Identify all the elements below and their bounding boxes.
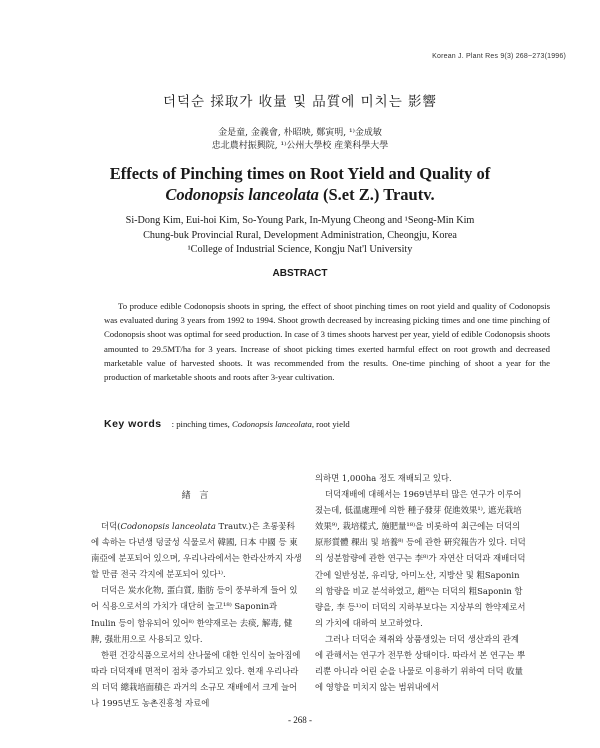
left-paragraph-3: 한편 건강식품으로서의 산나물에 대한 인식이 높아짐에 따라 더덕재배 면적이 점차 증가되고 있다. 현재 우리나라의 더덕 總栽培面積은 과거의 소규모 재배에서 크게 늘어나 1995년도 농촌진흥청 자료에 <box>91 649 301 709</box>
species-authority: (S.et Z.) Trautv. <box>318 185 435 204</box>
right-column <box>315 470 527 695</box>
english-title-line1: Effects of Pinching times on Root Yield and Quality of <box>109 164 491 183</box>
species-name: Codonopsis lanceolata <box>165 185 319 204</box>
english-author-names: Si-Dong Kim, Eui-hoi Kim, So-Young Park, In-Myung Cheong and ¹Seong-Min Kim <box>125 215 475 226</box>
abstract-text: To produce edible Codonopsis shoots in spring, the effect of shoot pinching times on root yield and quality of Codonopsis was evaluated during 3 years from 1992 to 1994. Shoot growth decreased by increasing picking times and one time pinching of Codonopsis shoot was optimal for seed production. In case of 3 times shoots harvest per year, yield of edible Codonopsis shoots amounted to 29.5MT/ha for 3 years. Increase of shoot picking times exerted harmful effect on root growth and decreased marketable value of harvested shoots. It was recommended from the results. One-time pinching of shoot a year for the production of marketable shoots and roots after 3-year cultivation. <box>104 301 550 383</box>
left-p1-post: Trautv.)은 초롱꽃科에 속하는 다년생 덩굴성 식물로서 韓國, 日本 中國 등 東南亞에 분포되어 있으며, 우리나라에서는 한라산까지 자생할 만큼 전국 각지에 분포되어 있다¹⁾. <box>91 521 302 580</box>
english-authors <box>0 214 600 258</box>
keywords-post: , root yield <box>311 419 350 429</box>
section-heading-introduction: 緖 言 <box>181 491 212 501</box>
left-column <box>91 518 302 711</box>
left-paragraph-2: 더덕은 炭水化物, 蛋白質, 脂肪 등이 풍부하게 들어 있어 식용으로서의 가치가 대단히 높고¹⁸⁾ Saponin과 Inulin 등이 함유되어 있어⁸⁾ 한약재로는 去痰, 解毒, 健脾, 强壯用으로 사용되고 있다. <box>91 585 298 644</box>
english-affiliation-2: ¹College of Industrial Science, Kongju Nat'l University <box>187 244 413 255</box>
right-paragraph-1: 의하면 1,000ha 정도 재배되고 있다. <box>315 473 452 483</box>
korean-authors <box>0 127 600 153</box>
keywords <box>104 418 350 430</box>
journal-citation: Korean J. Plant Res 9(3) 268~273(1996) <box>432 53 566 60</box>
page-number: - 268 - <box>288 715 312 725</box>
korean-affiliations: 忠北農村振興院, ¹⁾公州大學校 産業科學大學 <box>211 141 389 151</box>
english-affiliation-1: Chung-buk Provincial Rural, Development Administration, Cheongju, Korea <box>143 229 457 241</box>
right-paragraph-3: 그러나 더덕순 채취와 상품생있는 더덕 생산과의 관계에 관해서는 연구가 전무한 상태이다. 따라서 본 연구는 뿌리뿐 아니라 어린 순을 나물로 이용하기 위하여 더덕 收量에 영향을 미치지 않는 범위내에서 <box>315 633 526 693</box>
korean-title: 더덕순 採取가 收量 및 品質에 미치는 影響 <box>162 94 438 110</box>
abstract-heading: ABSTRACT <box>272 268 328 279</box>
english-title <box>0 163 600 205</box>
keywords-pre: : pinching times, <box>171 419 232 429</box>
left-p1-pre: 더덕( <box>101 521 121 531</box>
keywords-species: Codonopsis lanceolata <box>231 419 312 429</box>
english-title-line2 <box>0 184 600 205</box>
right-paragraph-2: 더덕재배에 대해서는 1969년부터 많은 연구가 이루어졌는데, 低溫處理에 의한 種子發芽 促進效果¹⁾, 遮光栽培 效果⁹⁾, 栽培樣式, 施肥量¹⁸⁾을 비롯하여 최근에는 더덕의 原形質體 稞出 및 培養⁸⁾ 등에 관한 硏究報告가 있다. 더덕의 성분함량에 관한 연구는 李⁸⁾가 자연산 더덕과 재배더덕 간에 일반성분, 유리당, 아미노산, 지방산 및 粗Saponin의 함량을 비교 분석하였고, 趙⁸⁾는 더덕의 粗Saponin 함량을, 李 등¹⁾이 더덕의 지하부보다는 지상부의 한약제로서의 가치에 대하여 보고하였다. <box>315 489 526 628</box>
left-paragraph-1 <box>91 518 302 582</box>
keywords-label: Key words <box>104 418 162 430</box>
left-p1-species: Codonopsis lanceolata <box>120 521 216 531</box>
korean-author-names: 金是童, 金義會, 朴昭映, 鄭寅明, ¹⁾金成敏 <box>218 128 382 138</box>
